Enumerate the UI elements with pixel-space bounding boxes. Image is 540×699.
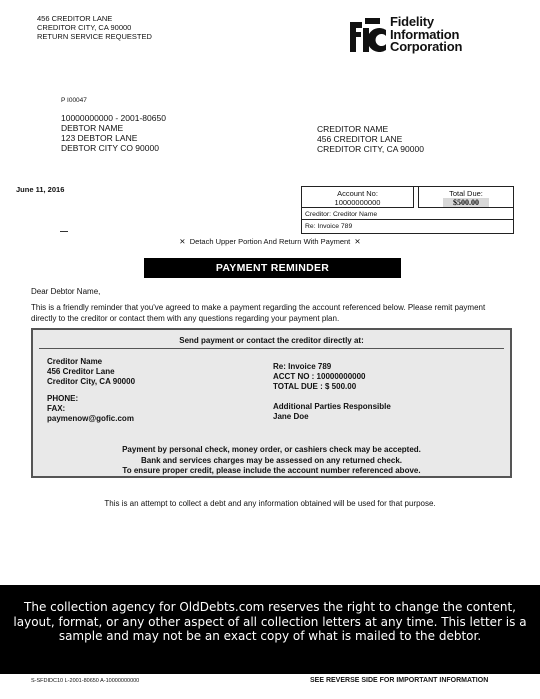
return-address-line2: CREDITOR CITY, CA 90000 [37, 23, 132, 32]
return-address [37, 14, 152, 41]
total-due-cell [418, 187, 513, 208]
detach-text: Detach Upper Portion And Return With Payment [189, 237, 351, 246]
payment-creditor-block [47, 357, 135, 387]
account-value: 10000000000 [334, 198, 381, 207]
payment-email[interactable]: paymenow@gofic.com [47, 414, 134, 423]
creditor-city: CREDITOR CITY, CA 90000 [317, 144, 424, 154]
intro-paragraph [31, 302, 521, 324]
footer-reverse-note: SEE REVERSE SIDE FOR IMPORTANT INFORMATION [310, 677, 489, 684]
letter-date: June 11, 2016 [16, 185, 65, 194]
creditor-street: 456 CREDITOR LANE [317, 134, 403, 144]
collection-notice: This is an attempt to collect a debt and any information obtained will be used for that purpose. [104, 499, 436, 508]
scissors-icon-left: ✕ [179, 237, 186, 246]
payment-box-heading: Send payment or contact the creditor directly at: [179, 336, 364, 345]
payment-creditor-city: Creditor City, CA 90000 [47, 377, 136, 386]
logo-line1: Fidelity [390, 14, 434, 29]
account-label: Account No: [337, 189, 378, 198]
fic-logo-icon [348, 16, 388, 54]
fold-mark [60, 231, 68, 232]
debtor-street: 123 DEBTOR LANE [61, 133, 138, 143]
company-logo [348, 16, 498, 56]
creditor-address [317, 124, 424, 154]
return-address-line1: 456 CREDITOR LANE [37, 14, 113, 23]
re-line: Re: Invoice 789 [305, 223, 353, 230]
logo-line3: Corporation [390, 39, 463, 54]
total-due-label: Total Due: [449, 189, 483, 198]
payment-creditor-street: 456 Creditor Lane [47, 367, 115, 376]
payment-footer-line2: Bank and services charges may be assessed on any returned check. [140, 455, 403, 465]
logo-line2: Information [390, 26, 460, 42]
agency-notice-line3: sample and may not be an exact copy of what is mailed to the debtor. [58, 629, 482, 643]
intro-line1: This is a friendly reminder that you've agreed to make a payment regarding the account referenced below. Please remit payment [31, 303, 486, 312]
creditor-name: CREDITOR NAME [317, 124, 389, 134]
additional-parties-block [273, 402, 391, 422]
additional-parties-name: Jane Doe [273, 412, 309, 421]
account-table [301, 186, 514, 234]
greeting: Dear Debtor Name, [31, 287, 101, 296]
payment-account-block [273, 362, 366, 392]
payment-re: Re: Invoice 789 [273, 362, 332, 371]
footer-code: S-SFDIDC10 L-2001-80650 A-10000000000 [31, 678, 140, 684]
scissors-icon-right: ✕ [354, 237, 361, 246]
payment-reminder-banner: PAYMENT REMINDER [144, 258, 401, 278]
agency-notice-line1: The collection agency for OldDebts.com reserves the right to change the content, [24, 600, 516, 614]
debtor-ref: 10000000000 - 2001-80650 [61, 113, 166, 123]
payment-creditor-name: Creditor Name [47, 357, 103, 366]
creditor-line: Creditor: Creditor Name [302, 209, 513, 220]
payment-fax: FAX: [47, 404, 66, 413]
debtor-city: DEBTOR CITY CO 90000 [61, 143, 159, 153]
payment-instructions-box [31, 328, 512, 478]
intro-line2: directly to the creditor or contact them with any questions regarding your payment plan. [31, 314, 340, 323]
agency-notice-line2: layout, format, or any other aspect of all collection letters at any time. This letter is a [13, 614, 527, 629]
agency-notice [0, 585, 540, 674]
payment-box-footer [33, 445, 510, 477]
total-due-value: $500.00 [443, 198, 489, 207]
mail-code: P I00047 [61, 97, 87, 104]
debtor-name: DEBTOR NAME [61, 123, 124, 133]
payment-contact-block [47, 394, 134, 424]
payment-box-divider [39, 348, 504, 349]
payment-footer-line3: To ensure proper credit, please include the account number referenced above. [122, 466, 421, 475]
detach-instruction [0, 237, 540, 246]
payment-acct: ACCT NO : 10000000000 [273, 372, 366, 381]
payment-phone: PHONE: [47, 394, 79, 403]
debtor-address [61, 113, 166, 153]
return-address-line3: RETURN SERVICE REQUESTED [37, 32, 152, 41]
account-cell [302, 187, 414, 208]
payment-total: TOTAL DUE : $ 500.00 [273, 382, 357, 391]
additional-parties-label: Additional Parties Responsible [273, 402, 391, 411]
payment-footer-line1: Payment by personal check, money order, or cashiers check may be accepted. [122, 445, 421, 454]
